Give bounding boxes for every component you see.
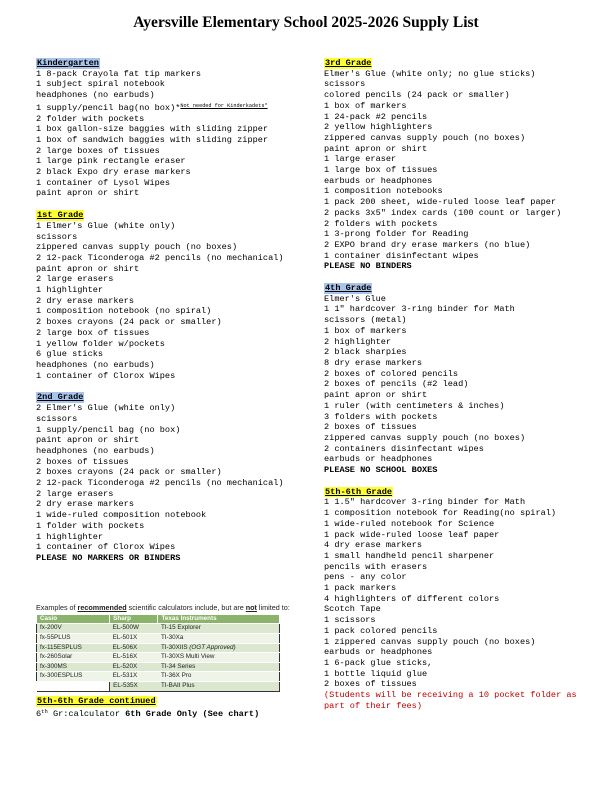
grade56-fee-note: (Students will be receiving a 10 pocket folder as part of their fees) [324,690,582,711]
list-item: 2 boxes crayons (24 pack or smaller) [36,317,222,328]
ogt-note: (OGT Approved) [189,643,236,651]
list-item: 6th Gr:calculator 6th Grade Only (See chart) [36,707,260,719]
table-row: EL-535X TI-BAII Plus [37,681,280,691]
list-item: 2 black sharpies [324,347,407,358]
list-item: 1 container of Clorox Wipes [36,542,176,553]
list-item: 2 boxes of tissues [36,456,129,467]
list-item: 2 folders with pockets [324,218,438,229]
list-item: 1 bottle liquid glue [324,668,428,679]
calculator-caption: Examples of recommended scientific calculators include, but are not limited to: [36,603,290,612]
table-header: Casio [37,615,110,624]
list-item: 2 folder with pockets [36,113,145,124]
list-item: 2 dry erase markers [36,499,134,510]
list-item: earbuds or headphones [324,454,433,465]
list-item: 2 Elmer's Glue (white only) [36,403,176,414]
list-item: 1 pack 200 sheet, wide-ruled loose leaf paper [324,197,557,208]
list-item: paint apron or shirt [324,143,428,154]
list-item: 1 folder with pockets [36,520,145,531]
list-item: 2 boxes of colored pencils [324,368,459,379]
list-item: 1 zippered canvas supply pouch (no boxes) [324,636,536,647]
list-item: 1 small handheld pencil sharpener [324,550,495,561]
list-item: Scotch Tape [324,604,381,615]
list-item: paint apron or shirt [324,390,428,401]
grade56-section [324,487,602,712]
list-item: 1 box of sandwich baggies with sliding zipper [36,134,269,145]
list-item: colored pencils (24 pack or smaller) [324,90,510,101]
kindergarten-section [36,58,298,199]
list-item: 1 yellow folder w/pockets [36,338,165,349]
list-item: 1 subject spiral notebook [36,79,165,90]
list-item: zippered canvas supply pouch (no boxes) [36,242,238,253]
calculator-table [36,614,280,692]
list-item: 2 packs 3x5" index cards (100 count or larger) [324,207,562,218]
list-item: scissors [324,79,366,90]
grade1-section [36,210,298,381]
list-item: scissors (metal) [324,315,407,326]
list-item: 2 containers disinfectant wipes [324,443,484,454]
list-item: 1 1" hardcover 3-ring binder for Math [324,304,515,315]
list-item: 2 boxes of pencils (#2 lead) [324,379,469,390]
grade3-heading: 3rd Grade [325,58,372,68]
list-item: 2 dry erase markers [36,295,134,306]
list-item: Elmer's Glue [324,293,386,304]
list-item: 4 highlighters of different colors [324,593,500,604]
list-item: pens - any color [324,572,407,583]
list-item: paint apron or shirt [36,263,140,274]
list-item: 6 glue sticks [36,349,104,360]
list-item: paint apron or shirt [36,188,140,199]
list-item: headphones (no earbuds) [36,359,155,370]
list-item: 2 12-pack Ticonderoga #2 pencils (no mechanical) [36,478,284,489]
table-row: fx-55PLUS EL-501X TI-30Xa [37,634,280,644]
list-item: Elmer's Glue (white only; no glue sticks) [324,68,536,79]
list-item: scissors [36,231,78,242]
list-item: 2 boxes of tissues [324,422,417,433]
list-item: 1 pack markers [324,583,397,594]
list-item: 1 composition notebook (no spiral) [36,306,212,317]
list-item: 1 1.5" hardcover 3-ring binder for Math [324,497,526,508]
supply-bag-text: 1 supply/pencil bag(no box)* [36,102,181,113]
list-item: 2 yellow highlighters [324,122,433,133]
grade56-continued-heading: 5th-6th Grade continued [37,696,156,706]
list-item: 1 Elmer's Glue (white only) [36,220,176,231]
list-item: 2 boxes of tissues [324,679,417,690]
list-item: 1 highlighter [36,531,104,542]
list-item: 1 box of markers [324,325,407,336]
list-item: 1 pack colored pencils [324,625,438,636]
list-item: 1 composition notebook for Reading(no spiral) [324,508,557,519]
list-item: 1 8-pack Crayola fat tip markers [36,68,202,79]
table-row: fx-300MS EL-520X TI-34 Series [37,662,280,672]
table-row: fx-300ESPLUS EL-531X TI-36X Pro [37,672,280,682]
list-item: earbuds or headphones [324,647,433,658]
list-item: 2 black Expo dry erase markers [36,167,191,178]
list-item: 2 large erasers [36,274,114,285]
list-item: 2 large boxes of tissues [36,145,160,156]
list-item: 1 box gallon-size baggies with sliding zipper [36,124,269,135]
grade2-heading: 2nd Grade [37,392,84,403]
list-item: 1 composition notebooks [324,186,443,197]
list-item: 1 scissors [324,615,376,626]
page-title: Ayersville Elementary School 2025-2026 Supply List [133,14,479,31]
list-item: 1 container disinfectant wipes [324,250,479,261]
list-item: paint apron or shirt [36,435,140,446]
list-item [36,101,298,114]
list-item: 1 6-pack glue sticks, [324,657,433,668]
list-item: 1 ruler (with centimeters & inches) [324,400,505,411]
list-item: 3 folders with pockets [324,411,438,422]
list-item: zippered canvas supply pouch (no boxes) [324,432,526,443]
grade4-note: PLEASE NO SCHOOL BOXES [324,465,438,476]
list-item: 1 large pink rectangle eraser [36,156,186,167]
list-item: zippered canvas supply pouch (no boxes) [324,132,526,143]
table-row: fx-260Solar EL-516X TI-30XS Multi View [37,653,280,663]
calculator-table-image [36,603,288,692]
list-item: 1 supply/pencil bag (no box) [36,424,181,435]
list-item: 1 highlighter [36,285,104,296]
grade2-section [36,392,298,563]
table-header: Sharp [110,615,158,624]
list-item: 2 large erasers [36,488,114,499]
list-item: 1 large eraser [324,154,397,165]
table-header: Texas Instruments [158,615,280,624]
list-item: scissors [36,413,78,424]
grade4-heading: 4th Grade [325,283,372,294]
list-item: 1 wide-ruled notebook for Science [324,518,495,529]
list-item: 2 large box of tissues [36,327,150,338]
list-item: 2 12-pack Ticonderoga #2 pencils (no mechanical) [36,252,284,263]
list-item: 4 dry erase markers [324,540,422,551]
list-item: 1 24-pack #2 pencils [324,111,428,122]
list-item: 8 dry erase markers [324,357,422,368]
list-item: 1 3-prong folder for Reading [324,229,469,240]
list-item: 2 boxes crayons (24 pack or smaller) [36,467,222,478]
list-item: 1 container of Clorox Wipes [36,370,176,381]
grade2-note: PLEASE NO MARKERS OR BINDERS [36,552,181,563]
list-item: 1 container of Lysol Wipes [36,177,171,188]
table-row: fx-115ESPLUS EL-506X TI-30XIIS (OGT Approved) [37,643,280,653]
list-item: earbuds or headphones [324,175,433,186]
table-row: fx-200V EL-500W TI-15 Explorer [37,624,280,634]
grade56-heading: 5th-6th Grade [325,486,393,497]
kinderkadets-note: Not needed for Kinderkadets* [180,102,268,109]
list-item: pencils with erasers [324,561,428,572]
left-column [36,58,298,575]
kindergarten-heading: Kindergarten [37,58,99,68]
grade3-note: PLEASE NO BINDERS [324,261,412,272]
grade3-section [324,58,602,272]
grade56-continued-section [36,696,306,719]
list-item: headphones (no earbuds) [36,445,155,456]
grade4-section [324,283,602,476]
list-item: 1 box of markers [324,100,407,111]
list-item: 1 wide-ruled composition notebook [36,510,207,521]
right-column [324,58,602,722]
list-item: 1 pack wide-ruled loose leaf paper [324,529,500,540]
list-item: 2 EXPO brand dry erase markers (no blue) [324,239,531,250]
list-item: headphones (no earbuds) [36,90,155,101]
list-item: 1 large box of tissues [324,165,438,176]
list-item: 2 highlighter [324,336,392,347]
grade1-heading: 1st Grade [37,210,84,221]
